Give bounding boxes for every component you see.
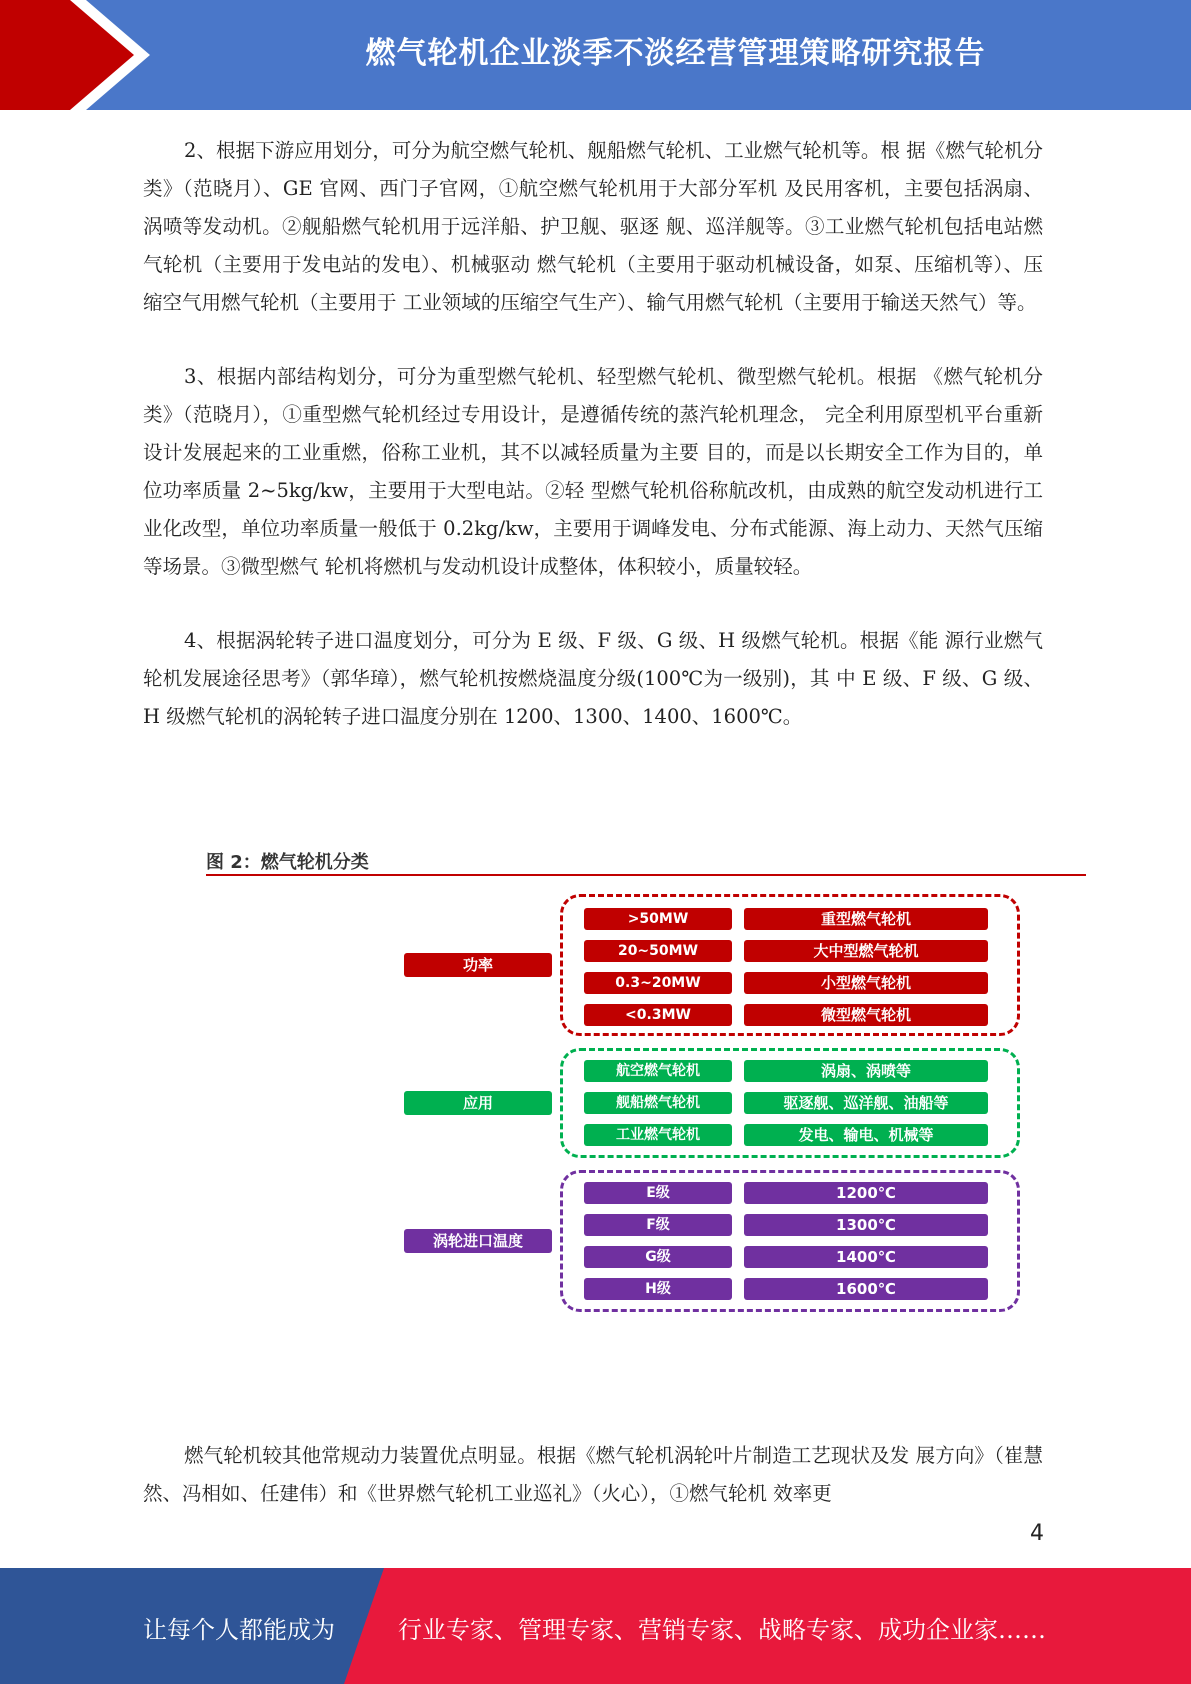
power-type-1: 重型燃气轮机 — [744, 908, 988, 930]
application-type-3: 工业燃气轮机 — [584, 1124, 732, 1146]
paragraph-application: 2、根据下游应用划分，可分为航空燃气轮机、舰船燃气轮机、工业燃气轮机等。根 据《燃气轮机分类》（范晓月）、GE 官网、西门子官网，①航空燃气轮机用于大部分军机 及民用客机，主要包括涡扇、涡喷等发动机。②舰船燃气轮机用于远洋船、护卫舰、驱逐 舰、巡洋舰等。③工业燃气轮机包括电站燃气轮机（主要用于发电站的发电）、机械驱动 燃气轮机（主要用于驱动机械设备，如泵、压缩机等）、压缩空气用燃气轮机（主要用于 工业领域的压缩空气生产）、输气用燃气轮机（主要用于输送天然气）等。 — [143, 139, 1043, 314]
classification-figure — [206, 848, 1086, 1318]
temperature-class-3: G级 — [584, 1246, 732, 1268]
footer-slogan-right: 行业专家、管理专家、营销专家、战略专家、成功企业家…… — [398, 1616, 1046, 1644]
application-use-2: 驱逐舰、巡洋舰、油船等 — [744, 1092, 988, 1114]
temperature-value-3: 1400℃ — [744, 1246, 988, 1268]
header-title: 燃气轮机企业淡季不淡经营管理策略研究报告 — [365, 36, 986, 71]
paragraph-advantages: 燃气轮机较其他常规动力装置优点明显。根据《燃气轮机涡轮叶片制造工艺现状及发 展方向》（崔慧然、冯相如、任建伟）和《世界燃气轮机工业巡礼》（火心），①燃气轮机 效率更 — [143, 1444, 1043, 1505]
figure-title: 图 2：燃气轮机分类 — [206, 852, 369, 873]
power-range-1: >50MW — [584, 908, 732, 930]
temperature-class-2: F级 — [584, 1214, 732, 1236]
power-range-3: 0.3~20MW — [584, 972, 732, 994]
footer-slogan-left: 让每个人都能成为 — [143, 1616, 335, 1644]
temperature-class-4: H级 — [584, 1278, 732, 1300]
temperature-class-1: E级 — [584, 1182, 732, 1204]
power-type-4: 微型燃气轮机 — [744, 1004, 988, 1026]
power-range-2: 20~50MW — [584, 940, 732, 962]
power-range-4: <0.3MW — [584, 1004, 732, 1026]
temperature-value-2: 1300℃ — [744, 1214, 988, 1236]
page-header — [0, 0, 1191, 110]
power-type-3: 小型燃气轮机 — [744, 972, 988, 994]
page-number: 4 — [1030, 1521, 1044, 1546]
temperature-value-1: 1200℃ — [744, 1182, 988, 1204]
paragraph-structure: 3、根据内部结构划分，可分为重型燃气轮机、轻型燃气轮机、微型燃气轮机。根据 《燃气轮机分类》（范晓月），①重型燃气轮机经过专用设计，是遵循传统的蒸汽轮机理念， 完全利用原型机平台重新设计发展起来的工业重燃，俗称工业机，其不以减轻质量为主要 目的，而是以长期安全工作为目的，单位功率质量 2~5kg/kw，主要用于大型电站。②轻 型燃气轮机俗称航改机，由成熟的航空发动机进行工业化改型，单位功率质量一般低于 0.2kg/kw，主要用于调峰发电、分布式能源、海上动力、天然气压缩等场景。③微型燃气 轮机将燃机与发动机设计成整体，体积较小，质量较轻。 — [143, 365, 1043, 578]
power-type-2: 大中型燃气轮机 — [744, 940, 988, 962]
category-power: 功率 — [404, 953, 552, 977]
category-application: 应用 — [404, 1091, 552, 1115]
application-use-1: 涡扇、涡喷等 — [744, 1060, 988, 1082]
body-content-bottom — [143, 1437, 1043, 1549]
category-temperature: 涡轮进口温度 — [404, 1229, 552, 1253]
page-footer — [0, 1568, 1191, 1684]
paragraph-temperature: 4、根据涡轮转子进口温度划分，可分为 E 级、F 级、G 级、H 级燃气轮机。根据《能 源行业燃气轮机发展途径思考》（郭华璋），燃气轮机按燃烧温度分级(100℃为一级别)，其 中 E 级、F 级、G 级、H 级燃气轮机的涡轮转子进口温度分别在 1200、1300、1400、1600℃。 — [143, 629, 1043, 728]
application-use-3: 发电、输电、机械等 — [744, 1124, 988, 1146]
temperature-value-4: 1600℃ — [744, 1278, 988, 1300]
application-type-1: 航空燃气轮机 — [584, 1060, 732, 1082]
figure-title-rule — [206, 874, 1086, 876]
body-content — [143, 132, 1043, 772]
application-type-2: 舰船燃气轮机 — [584, 1092, 732, 1114]
